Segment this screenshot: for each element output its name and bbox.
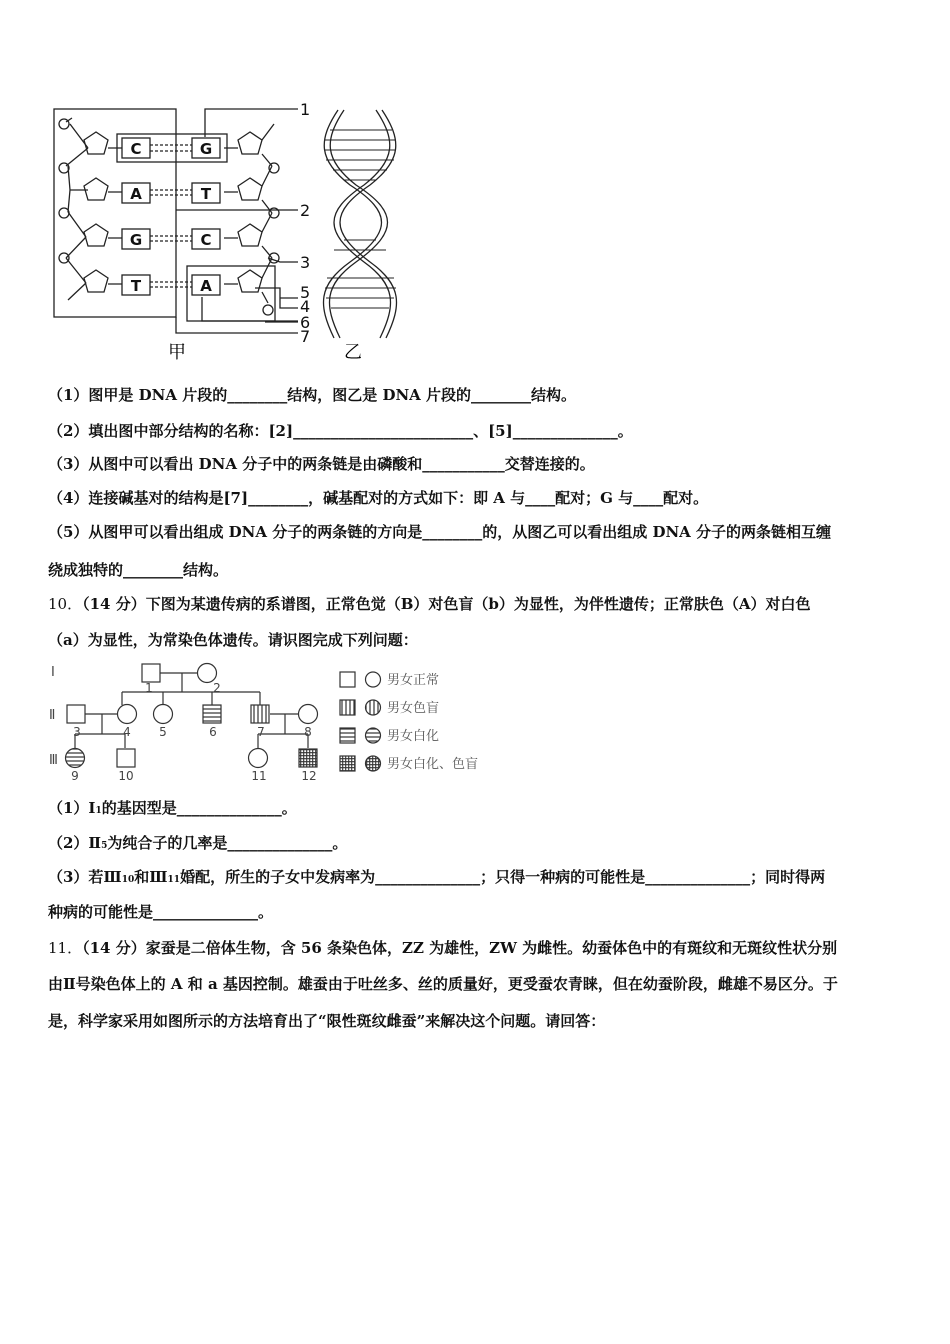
q11-line1: 11．（14 分）家蚕是二倍体生物，含 56 条染色体，ZZ 为雄性，ZW 为雌性。幼蚕体色中的有斑纹和无斑纹性状分别 (48, 939, 838, 957)
callout-7: 7 (300, 327, 311, 346)
base-left-3: G (129, 231, 143, 249)
q10-part2: （2）Ⅱ5为纯合子的几率是______________。 (48, 834, 348, 852)
id-9: 9 (71, 769, 79, 783)
dna-figure (0, 0, 950, 370)
base-right-2: T (200, 185, 212, 203)
gen-I-label: Ⅰ (51, 665, 55, 680)
q9-part5b: 绕成独特的________结构。 (48, 561, 229, 579)
callout-1: 1 (300, 100, 311, 119)
double-helix (323, 110, 396, 338)
q9-part2: （2）填出图中部分结构的名称：[2]________________________、[5]______________。 (48, 422, 633, 440)
pedigree-chart (45, 656, 525, 786)
q10-intro-b: （a）为显性，为常染色体遗传。请识图完成下列问题： (48, 631, 418, 649)
q10-intro-a: 10．（14 分）下图为某遗传病的系谱图，正常色觉（B）对色盲（b）为显性，为伴性遗传；正常肤色（A）对白色 (48, 595, 811, 613)
callout-5: 5 (300, 283, 311, 302)
q10-part3b: 种病的可能性是______________。 (48, 903, 274, 921)
id-6: 6 (209, 725, 217, 739)
q10-part3: （3）若Ⅲ10和Ⅲ11婚配，所生的子女中发病率为______________；只得一种病的可能性是______________；同时得两 (48, 868, 826, 886)
q10-part1: （1）Ⅰ1的基因型是______________。 (48, 799, 297, 817)
base-right-1: G (199, 140, 213, 158)
callout-2: 2 (300, 201, 311, 220)
q11-line2: 由Ⅱ号染色体上的 A 和 a 基因控制。雄蚕由于吐丝多、丝的质量好，更受蚕农青睐，但在幼蚕阶段，雌雄不易区分。于 (48, 975, 838, 993)
base-right-3: C (200, 231, 212, 249)
callout-6: 6 (300, 313, 311, 332)
id-12: 12 (301, 769, 317, 783)
q11-number: 11． (48, 939, 83, 957)
legend-albino: 男女白化 (387, 729, 440, 744)
q9-part1: （1）图甲是 DNA 片段的________结构，图乙是 DNA 片段的________结构。 (48, 386, 577, 404)
id-4: 4 (123, 725, 131, 739)
q9-part5a: （5）从图甲可以看出组成 DNA 分子的两条链的方向是________的，从图乙可以看出组成 DNA 分子的两条链相互缠 (48, 523, 832, 541)
gen-II-label: Ⅱ (49, 708, 56, 723)
label-jia: 甲 (168, 342, 186, 363)
left-strand-box (54, 109, 176, 317)
legend-normal: 男女正常 (387, 673, 440, 688)
callout-4: 4 (300, 297, 311, 316)
id-1: 1 (145, 681, 153, 695)
gen-III-label: Ⅲ (49, 753, 58, 768)
q9-part4: （4）连接碱基对的结构是[7]________，碱基配对的方式如下：即 A 与____配对；G 与____配对。 (48, 489, 709, 507)
base-left-4: T (130, 277, 142, 295)
id-2: 2 (213, 681, 221, 695)
id-8: 8 (304, 725, 312, 739)
q10-number: 10． (48, 595, 83, 613)
legend-albino-colorblind: 男女白化、色盲 (387, 757, 479, 772)
q9-part3: （3）从图中可以看出 DNA 分子中的两条链是由磷酸和___________交替连接的。 (48, 455, 595, 473)
q11-line3: 是，科学家采用如图所示的方法培育出了“限性斑纹雌蚕”来解决这个问题。请回答： (48, 1012, 606, 1030)
label-yi: 乙 (344, 342, 362, 363)
id-5: 5 (159, 725, 167, 739)
base-left-1: C (130, 140, 142, 158)
base-left-2: A (130, 185, 142, 203)
legend-colorblind: 男女色盲 (387, 701, 440, 716)
id-7: 7 (257, 725, 265, 739)
callout-3: 3 (300, 253, 311, 272)
base-right-4: A (200, 277, 212, 295)
id-3: 3 (73, 725, 81, 739)
id-11: 11 (251, 769, 267, 783)
id-10: 10 (118, 769, 134, 783)
